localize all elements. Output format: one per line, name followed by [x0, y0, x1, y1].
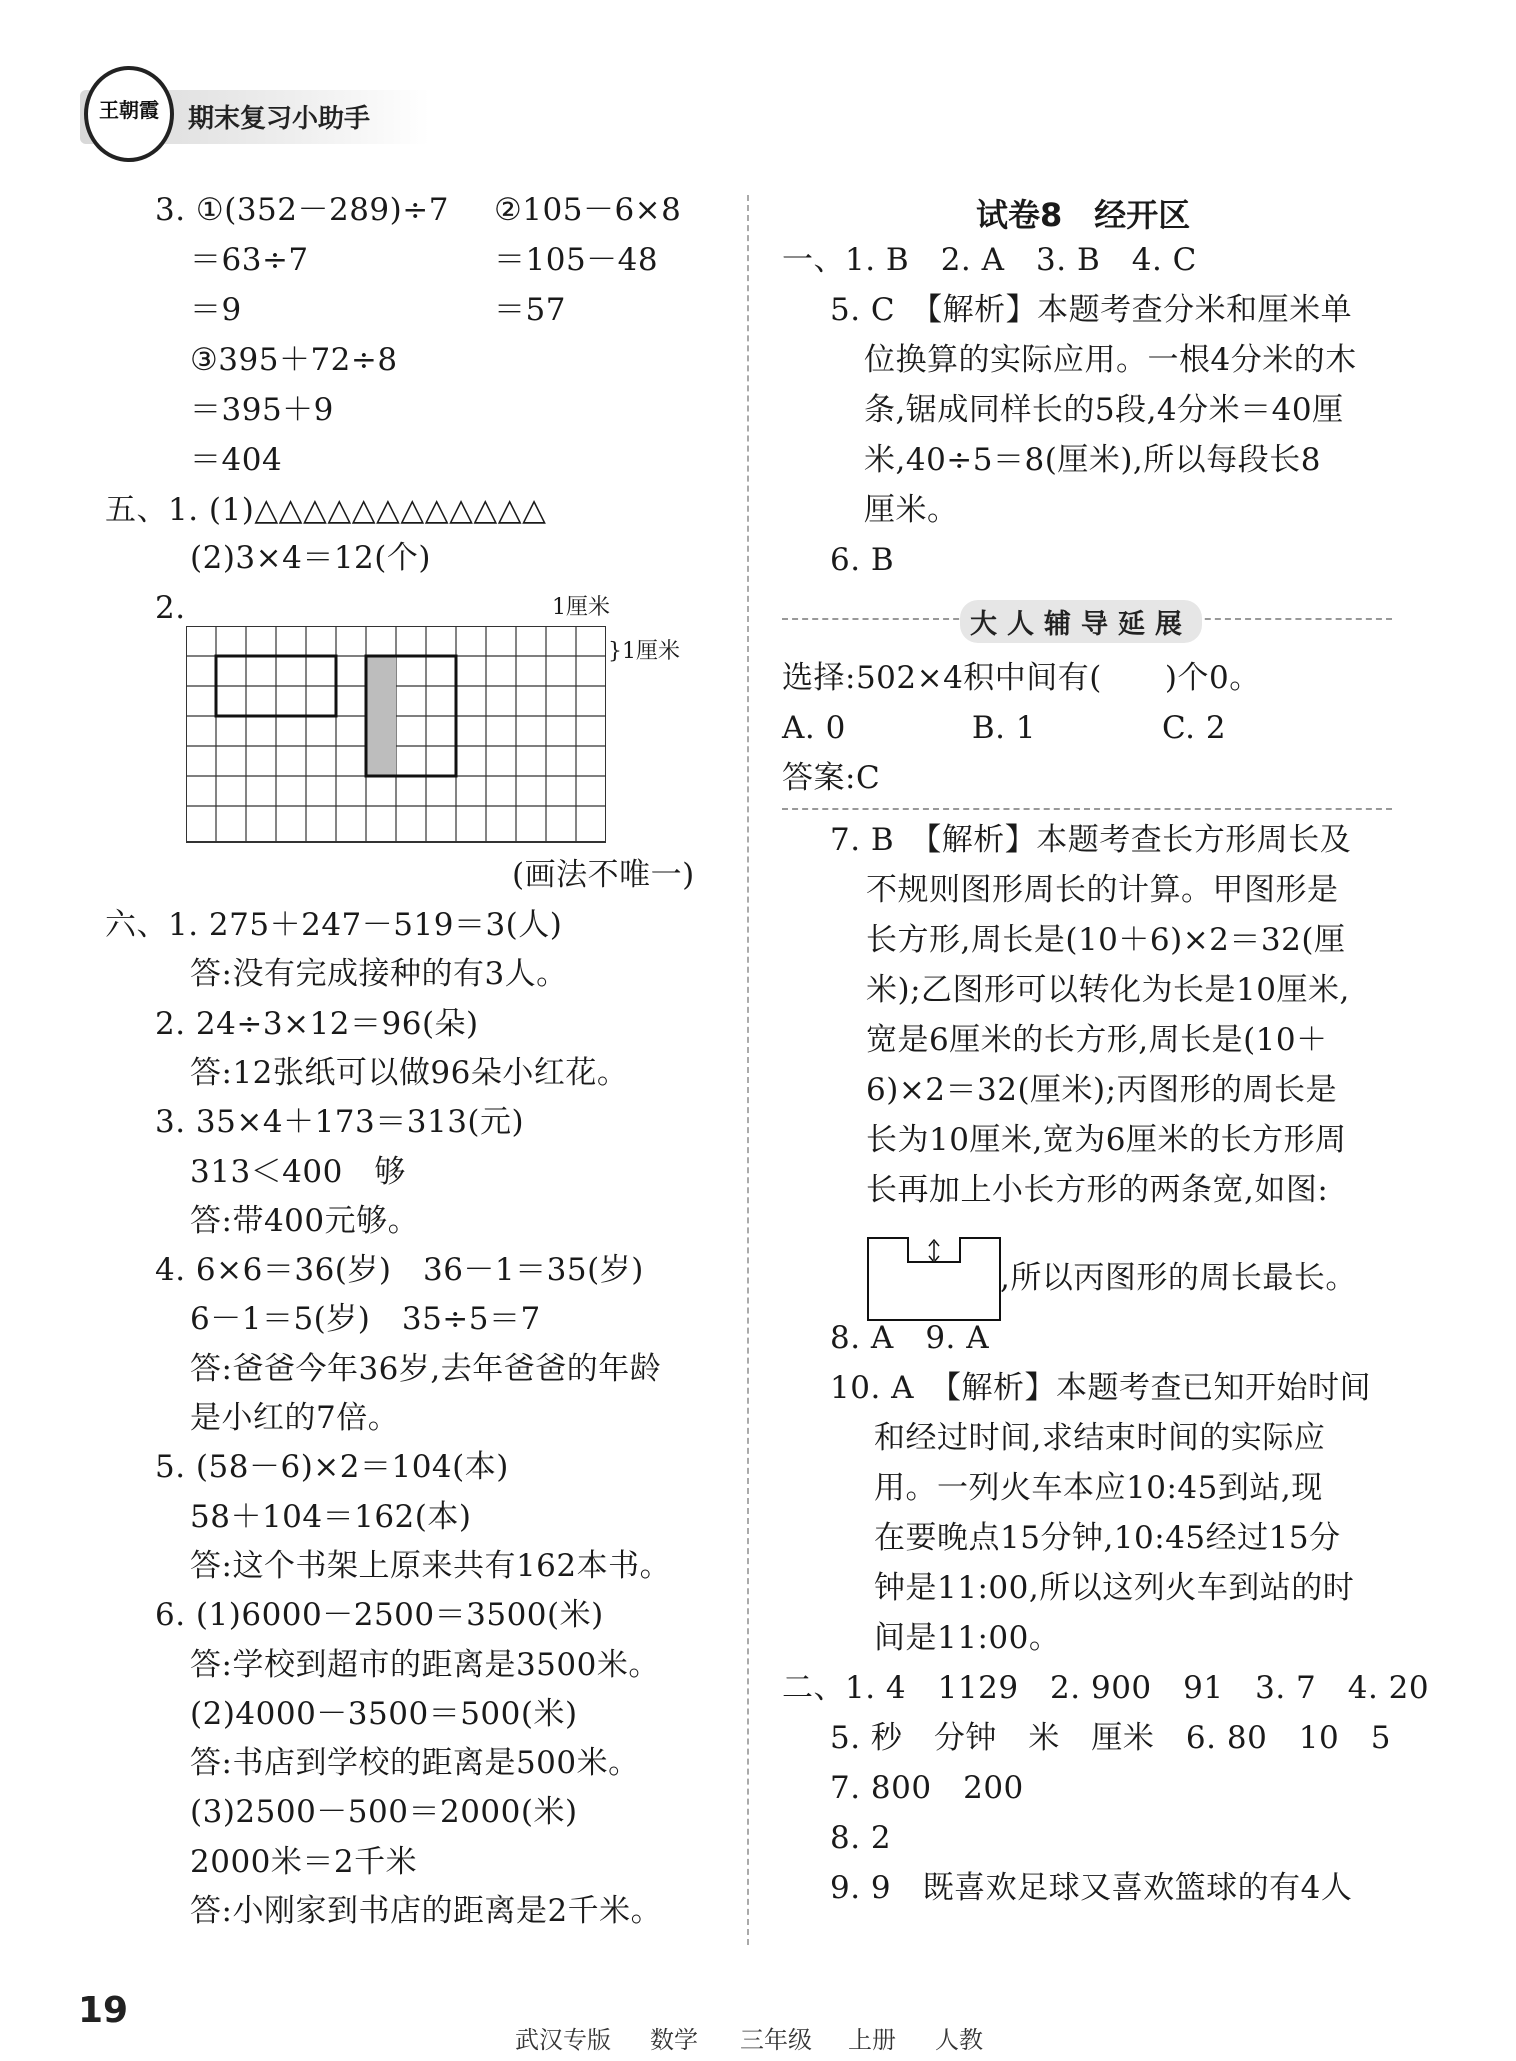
right-lines2-line: 不规则图形周长的计算。甲图形是: [866, 872, 1339, 908]
right-lines3-line: 10. A 【解析】本题考查已知开始时间: [830, 1370, 1372, 1406]
right-lines-line: 厘米。: [864, 492, 959, 528]
s6-list-line: 六、1. 275＋247－519＝3(人): [105, 907, 563, 943]
right-lines3-line: 钟是11:00,所以这列火车到站的时: [874, 1570, 1355, 1606]
footer-volume: 上册: [848, 2026, 896, 2054]
right-lines-line: 米,40÷5＝8(厘米),所以每段长8: [864, 442, 1321, 478]
s6-list-line: 3. 35×4＋173＝313(元): [155, 1104, 525, 1141]
q3-line-a1: 3. ①(352－289)÷7: [155, 192, 449, 228]
s6-list-line: 答:书店到学校的距离是500米。: [190, 1745, 640, 1782]
s6-list-line: 答:爸爸今年36岁,去年爸爸的年龄: [190, 1350, 662, 1387]
right-lines-line: 6. B: [830, 542, 895, 578]
s6-list-line: 6. (1)6000－2500＝3500(米): [155, 1597, 604, 1634]
right-lines3-line: 9. 9 既喜欢足球又喜欢篮球的有4人: [830, 1870, 1353, 1906]
s6-list-line: 答:12张纸可以做96朵小红花。: [190, 1054, 629, 1091]
right-lines2-line: 7. B 【解析】本题考查长方形周长及: [830, 822, 1352, 858]
shaded-column: [366, 656, 396, 776]
figure-caption: ,所以丙图形的周长最长。: [1000, 1260, 1357, 1296]
header-title: 期末复习小助手: [188, 104, 371, 134]
q3-line-f1: ＝404: [190, 442, 283, 478]
right-lines3-line: 和经过时间,求结束时间的实际应: [874, 1420, 1326, 1456]
s6-list-line: 58＋104＝162(本): [190, 1498, 472, 1535]
s5-line-2: (2)3×4＝12(个): [190, 540, 431, 576]
page-number: 19: [78, 1990, 129, 2031]
s6-list-line: 5. (58－6)×2＝104(本): [155, 1449, 509, 1486]
s6-list-line: 答:带400元够。: [190, 1202, 420, 1239]
s5-line-3: 2.: [155, 590, 186, 626]
extension-bottom-rule: [782, 808, 1392, 810]
right-lines-line: 一、1. B 2. A 3. B 4. C: [782, 242, 1197, 278]
q3-line-b2: ＝105－48: [494, 242, 659, 278]
q3-line-d1: ③395＋72÷8: [190, 342, 398, 378]
extension-banner: 大人辅导延展: [960, 600, 1202, 643]
q3-line-e1: ＝395＋9: [190, 392, 334, 428]
grid-unit-side: }1厘米: [608, 639, 680, 664]
right-lines3-line: 二、1. 4 1129 2. 900 91 3. 7 4. 20: [782, 1670, 1430, 1706]
right-lines3-line: 用。一列火车本应10:45到站,现: [874, 1470, 1323, 1506]
right-lines3-line: 5. 秒 分钟 米 厘米 6. 80 10 5: [830, 1720, 1391, 1756]
right-lines2-line: 米);乙图形可以转化为长是10厘米,: [866, 972, 1350, 1008]
grid-unit-top: 1厘米: [552, 595, 610, 620]
s6-list-line: 2. 24÷3×12＝96(朵): [155, 1005, 479, 1042]
right-title: 试卷8 经开区: [976, 196, 1191, 234]
right-lines2-line: 长为10厘米,宽为6厘米的长方形周: [866, 1122, 1347, 1158]
s6-list-line: 2000米＝2千米: [190, 1843, 418, 1880]
right-lines3-line: 在要晚点15分钟,10:45经过15分: [874, 1520, 1341, 1556]
right-lines-line: 条,锯成同样长的5段,4分米＝40厘: [864, 392, 1344, 428]
s6-list-line: 4. 6×6＝36(岁) 36－1＝35(岁): [155, 1252, 644, 1289]
s6-list-line: 6－1＝5(岁) 35÷5＝7: [190, 1301, 541, 1338]
s5-line-1: 五、1. (1)△△△△△△△△△△△△: [105, 492, 547, 528]
extension-question: 选择:502×4积中间有( )个0。: [782, 660, 1261, 696]
footer-publisher: 人教: [935, 2026, 983, 2054]
q3-line-a2: ②105－6×8: [494, 192, 682, 228]
s6-list-line: 答:小刚家到书店的距离是2千米。: [190, 1893, 663, 1929]
s6-list-line: 是小红的7倍。: [190, 1400, 400, 1436]
right-lines3-line: 7. 800 200: [830, 1770, 1024, 1806]
s5-note: (画法不唯一): [512, 857, 695, 893]
q3-line-c1: ＝9: [190, 292, 242, 328]
right-lines2-line: 6)×2＝32(厘米);丙图形的周长是: [866, 1072, 1338, 1108]
grid-drawing: [186, 626, 606, 846]
right-lines2-line: 宽是6厘米的长方形,周长是(10＋: [866, 1022, 1328, 1058]
right-lines2-line: 长方形,周长是(10＋6)×2＝32(厘: [866, 922, 1346, 958]
right-lines3-line: 间是11:00。: [874, 1620, 1061, 1656]
right-lines-line: 位换算的实际应用。一根4分米的木: [864, 342, 1357, 378]
brand-logo: [84, 66, 174, 162]
figure-bing-shape: [866, 1236, 1002, 1322]
s6-list-line: (3)2500－500＝2000(米): [190, 1794, 578, 1831]
right-lines3-line: 8. A 9. A: [830, 1320, 990, 1356]
s6-list-line: (2)4000－3500＝500(米): [190, 1695, 578, 1732]
s6-list-line: 313＜400 够: [190, 1153, 406, 1190]
extension-options: A. 0 B. 1 C. 2: [782, 710, 1227, 746]
right-lines-line: 5. C 【解析】本题考查分米和厘米单: [830, 292, 1353, 328]
right-lines3-line: 8. 2: [830, 1820, 892, 1856]
q3-line-b1: ＝63÷7: [190, 242, 309, 278]
extension-answer: 答案:C: [782, 760, 881, 796]
s6-list-line: 答:学校到超市的距离是3500米。: [190, 1646, 660, 1683]
footer-edition: 武汉专版: [515, 2026, 611, 2054]
column-divider: [747, 195, 749, 1945]
right-lines2-line: 长再加上小长方形的两条宽,如图:: [866, 1172, 1329, 1208]
footer-grade: 三年级: [740, 2026, 812, 2054]
q3-line-c2: ＝57: [494, 292, 566, 328]
footer-subject: 数学: [650, 2026, 698, 2054]
brand-logo-text: 王朝霞: [99, 98, 159, 122]
s6-list-line: 答:这个书架上原来共有162本书。: [190, 1547, 672, 1584]
s6-list-line: 答:没有完成接种的有3人。: [190, 956, 568, 993]
